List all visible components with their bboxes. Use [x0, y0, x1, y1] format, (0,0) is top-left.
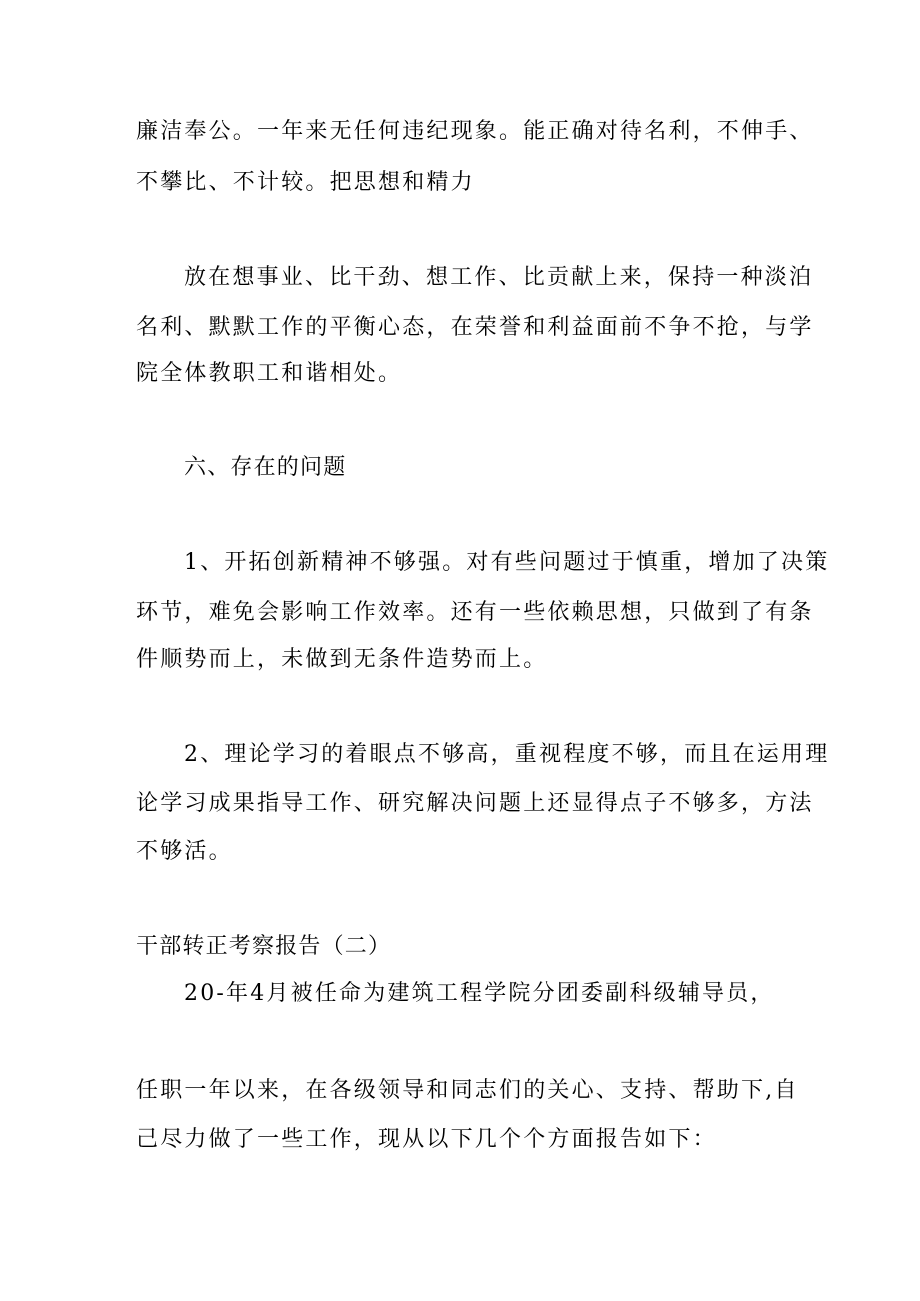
text-line: 1、开拓创新精神不够强。对有些问题过于慎重，增加了决策 [184, 550, 830, 575]
text-line: 不够活。 [136, 839, 233, 864]
text-line: 院全体教职工和谐相处。 [136, 361, 403, 386]
text-line: 名利、默默工作的平衡心态，在荣誉和利益面前不争不抢，与学 [136, 315, 814, 340]
text-line: 论学习成果指导工作、研究解决问题上还显得点子不够多，方法 [136, 791, 814, 816]
text-line: 不攀比、不计较。把思想和精力 [136, 170, 475, 195]
text-line: 件顺势而上，未做到无条件造势而上。 [136, 647, 548, 672]
text-line: 环节，难免会影响工作效率。还有一些依赖思想，只做到了有条 [136, 600, 814, 625]
text-line: 廉洁奉公。一年来无任何违纪现象。能正确对待名利，不伸手、 [136, 119, 814, 144]
text-line: 20-年4月被任命为建筑工程学院分团委副科级辅导员， [184, 981, 775, 1006]
section-heading: 六、存在的问题 [184, 455, 347, 480]
text-line: 己尽力做了一些工作，现从以下几个个方面报告如下： [136, 1127, 717, 1152]
text-line: 2、理论学习的着眼点不够高，重视程度不够，而且在运用理 [184, 742, 830, 767]
text-line: 放在想事业、比干劲、想工作、比贡献上来，保持一种淡泊 [184, 265, 814, 290]
text-line: 任职一年以来，在各级领导和同志们的关心、支持、帮助下,自 [136, 1078, 799, 1103]
document-title: 干部转正考察报告（二） [136, 934, 392, 959]
